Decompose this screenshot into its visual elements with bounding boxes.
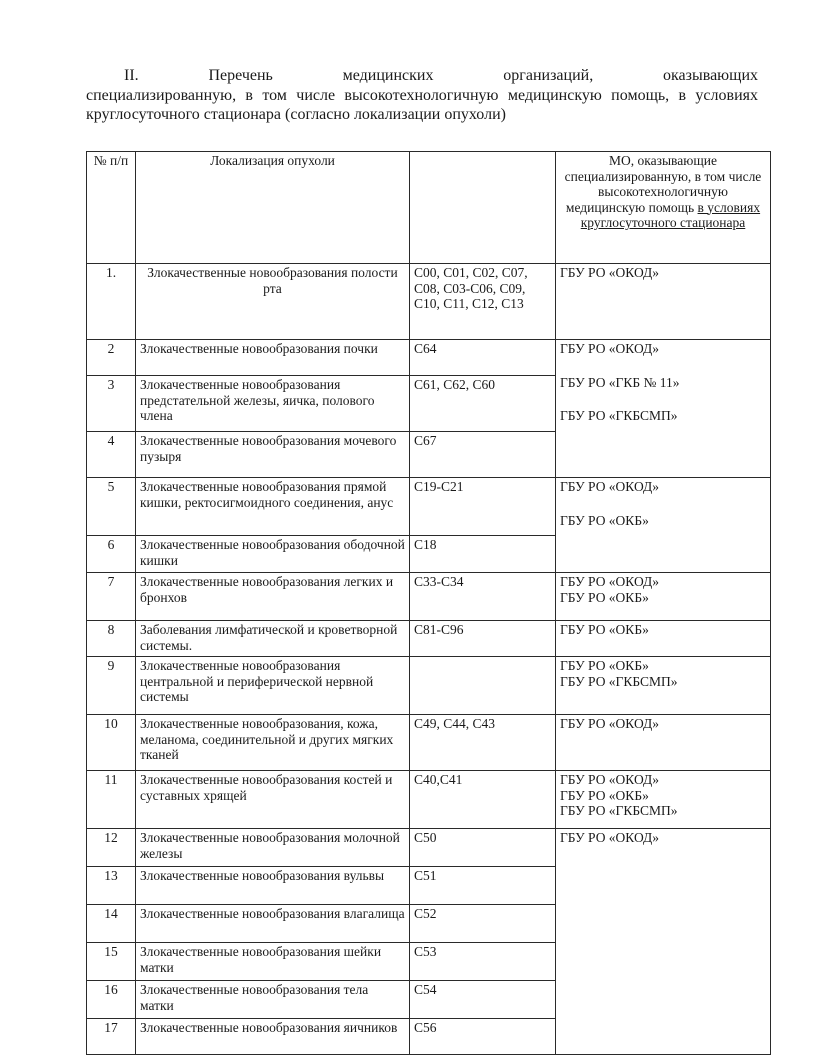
row-codes: С40,С41 bbox=[410, 771, 556, 829]
row-localization: Злокачественные новообразования прямой кишки, ректосигмоидного соединения, анус bbox=[136, 478, 410, 536]
row-localization: Злокачественные новообразования ободочной кишки bbox=[136, 536, 410, 573]
table-header-row bbox=[87, 152, 771, 264]
table-row bbox=[87, 829, 771, 867]
heading-line-2: специализированную, в том числе высокотехнологичную медицинскую помощь, в условиях круглосуточного стационара (согласно локализации опухоли) bbox=[86, 86, 758, 123]
row-localization: Злокачественные новообразования вульвы bbox=[136, 867, 410, 905]
row-codes: С33-С34 bbox=[410, 573, 556, 621]
mo-entry: ГБУ РО «ОКОД» bbox=[560, 574, 660, 589]
header-mo-underlined: в условиях круглосуточного стационара bbox=[580, 199, 761, 230]
row-codes: С53 bbox=[410, 943, 556, 981]
row-num: 7 bbox=[87, 573, 136, 621]
row-localization: Злокачественные новообразования яичников bbox=[136, 1019, 410, 1055]
header-codes bbox=[410, 152, 556, 264]
row-codes: С00, С01, С02, С07, С08, С03-С06, С09, С10, С11, С12, С13 bbox=[410, 264, 556, 340]
row-num: 12 bbox=[87, 829, 136, 867]
row-codes: С64 bbox=[410, 340, 556, 376]
row-mo bbox=[556, 715, 771, 771]
row-localization: Злокачественные новообразования тела матки bbox=[136, 981, 410, 1019]
row-codes: С49, С44, С43 bbox=[410, 715, 556, 771]
row-mo bbox=[556, 829, 771, 1055]
row-mo bbox=[556, 621, 771, 657]
table-row bbox=[87, 340, 771, 376]
row-codes: С54 bbox=[410, 981, 556, 1019]
row-num: 2 bbox=[87, 340, 136, 376]
section-heading bbox=[86, 66, 758, 125]
mo-entry: ГБУ РО «ОКОД» bbox=[560, 479, 660, 494]
mo-entry: ГБУ РО «ОКОД» bbox=[560, 716, 660, 731]
mo-entry: ГБУ РО «ГКБ № 11» bbox=[560, 374, 680, 390]
table-row bbox=[87, 715, 771, 771]
row-num: 9 bbox=[87, 657, 136, 715]
row-mo bbox=[556, 657, 771, 715]
mo-entry: ГБУ РО «ОКБ» bbox=[560, 787, 649, 803]
row-mo bbox=[556, 340, 771, 478]
row-num: 17 bbox=[87, 1019, 136, 1055]
mo-entry: ГБУ РО «ОКБ» bbox=[560, 622, 649, 637]
row-codes: С67 bbox=[410, 432, 556, 478]
table-row bbox=[87, 621, 771, 657]
header-mo bbox=[556, 152, 771, 264]
row-localization: Злокачественные новообразования костей и суставных хрящей bbox=[136, 771, 410, 829]
row-codes: С18 bbox=[410, 536, 556, 573]
row-codes: С56 bbox=[410, 1019, 556, 1055]
mo-entry: ГБУ РО «ОКОД» bbox=[560, 772, 660, 787]
mo-entry: ГБУ РО «ГКБСМП» bbox=[560, 408, 678, 423]
header-num: № п/п bbox=[87, 152, 136, 264]
row-num: 14 bbox=[87, 905, 136, 943]
row-num: 11 bbox=[87, 771, 136, 829]
table-row bbox=[87, 771, 771, 829]
mo-entry: ГБУ РО «ОКОД» bbox=[560, 830, 660, 845]
row-codes: С19-С21 bbox=[410, 478, 556, 536]
row-localization: Злокачественные новообразования центральной и периферической нервной системы bbox=[136, 657, 410, 715]
row-mo bbox=[556, 771, 771, 829]
mo-entry: ГБУ РО «ОКБ» bbox=[560, 589, 649, 605]
mo-entry: ГБУ РО «ОКОД» bbox=[560, 265, 660, 280]
row-codes: С52 bbox=[410, 905, 556, 943]
row-codes: С81-С96 bbox=[410, 621, 556, 657]
organizations-table bbox=[86, 151, 771, 1055]
row-localization: Злокачественные новообразования шейки матки bbox=[136, 943, 410, 981]
mo-entry: ГБУ РО «ГКБСМП» bbox=[560, 673, 678, 689]
row-localization: Злокачественные новообразования полости рта bbox=[136, 264, 410, 340]
row-mo bbox=[556, 573, 771, 621]
row-num: 10 bbox=[87, 715, 136, 771]
row-codes: С61, С62, С60 bbox=[410, 376, 556, 432]
table-row bbox=[87, 657, 771, 715]
row-localization: Злокачественные новообразования предстательной железы, яичка, полового члена bbox=[136, 376, 410, 432]
row-num: 15 bbox=[87, 943, 136, 981]
table-row bbox=[87, 478, 771, 536]
row-localization: Злокачественные новообразования легких и бронхов bbox=[136, 573, 410, 621]
table-row bbox=[87, 264, 771, 340]
row-codes bbox=[410, 657, 556, 715]
row-num: 4 bbox=[87, 432, 136, 478]
row-localization: Заболевания лимфатической и кроветворной системы. bbox=[136, 621, 410, 657]
row-localization: Злокачественные новообразования молочной железы bbox=[136, 829, 410, 867]
row-localization: Злокачественные новообразования почки bbox=[136, 340, 410, 376]
header-localization: Локализация опухоли bbox=[136, 152, 410, 264]
row-num: 5 bbox=[87, 478, 136, 536]
row-num: 1. bbox=[87, 264, 136, 340]
row-num: 8 bbox=[87, 621, 136, 657]
row-mo bbox=[556, 264, 771, 340]
row-num: 3 bbox=[87, 376, 136, 432]
mo-entry: ГБУ РО «ГКБСМП» bbox=[560, 803, 678, 818]
row-codes: С51 bbox=[410, 867, 556, 905]
header-mo-text: МО, оказывающие специализированную, в том числе высокотехнологичную медицинскую помощь bbox=[564, 153, 762, 215]
row-mo bbox=[556, 478, 771, 573]
table-row bbox=[87, 573, 771, 621]
heading-line-1: II. Перечень медицинских организаций, оказывающих bbox=[124, 67, 758, 84]
mo-entry: ГБУ РО «ОКБ» bbox=[560, 512, 649, 528]
mo-entry: ГБУ РО «ОКОД» bbox=[560, 341, 660, 356]
row-localization: Злокачественные новообразования, кожа, меланома, соединительной и других мягких тканей bbox=[136, 715, 410, 771]
row-num: 16 bbox=[87, 981, 136, 1019]
mo-entry: ГБУ РО «ОКБ» bbox=[560, 658, 649, 673]
row-codes: С50 bbox=[410, 829, 556, 867]
row-num: 6 bbox=[87, 536, 136, 573]
row-localization: Злокачественные новообразования мочевого пузыря bbox=[136, 432, 410, 478]
row-localization: Злокачественные новообразования влагалища bbox=[136, 905, 410, 943]
row-num: 13 bbox=[87, 867, 136, 905]
